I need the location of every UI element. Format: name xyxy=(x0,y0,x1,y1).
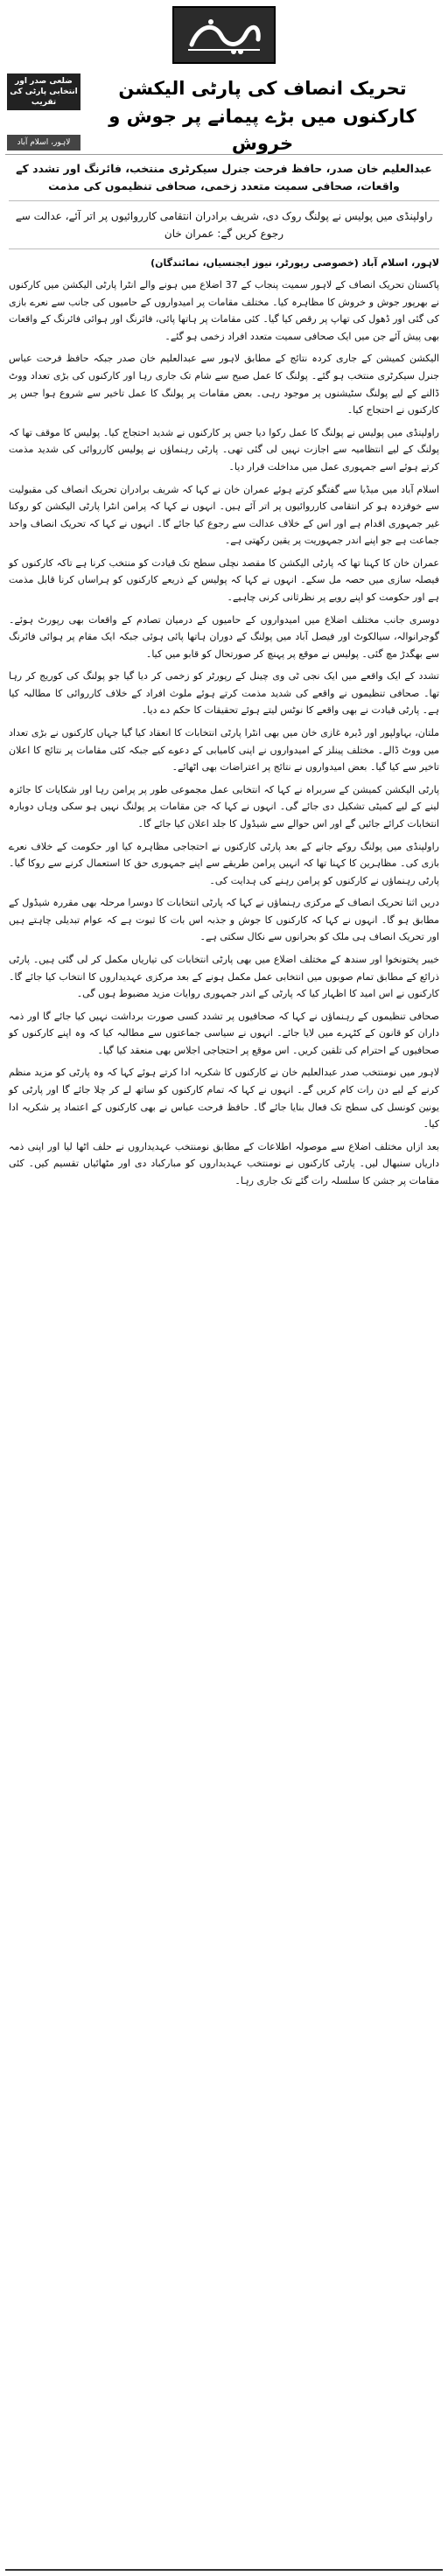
article-paragraph: الیکشن کمیشن کے جاری کردہ نتائج کے مطابق لاہور سے عبدالعلیم خان صدر جبکہ حافظ فرحت عباس جنرل سیکرٹری منتخب ہو گئے۔ پولنگ کا عمل صبح سے شام تک جاری رہا اور کارکنوں کی بڑی تعداد ووٹ ڈالنے کے لیے پولنگ سٹیشنوں پر موجود رہی۔ بعض مقامات پر پولنگ کا عمل تاخیر سے شروع ہوا جس پر کارکنوں نے احتجاج کیا۔ xyxy=(9,353,439,416)
article-paragraph: عمران خان کا کہنا تھا کہ پارٹی الیکشن کا مقصد نچلی سطح تک قیادت کو منتخب کرنا ہے تاکہ کارکنوں کو فیصلہ سازی میں حصہ مل سکے۔ انہوں نے کہا کہ پولیس کے ذریعے کارکنوں کو ہراساں کرنا قابل مذمت ہے اور حکومت کو اپنے رویے پر نظرثانی کرنی چاہیے۔ xyxy=(9,556,439,603)
masthead xyxy=(5,4,443,66)
article-paragraph: بعد ازاں مختلف اضلاع سے موصولہ اطلاعات کے مطابق نومنتخب عہدیداروں نے حلف اٹھا لیا اور اپنی ذمہ داریاں سنبھال لیں۔ پارٹی کارکنوں نے نومنتخب عہدیداروں کو مبارکباد دی اور مٹھائیاں تقسیم کیں۔ کئی مقامات پر جشن کا سلسلہ رات گئے تک جاری رہا۔ xyxy=(9,1140,439,1186)
article-paragraph: پارٹی الیکشن کمیشن کے سربراہ نے کہا کہ انتخابی عمل مجموعی طور پر پرامن رہا اور شکایات کا جائزہ لینے کے لیے کمیٹی تشکیل دی جائے گی۔ انہوں نے کہا کہ جن مقامات پر پولنگ نہیں ہو سکی وہاں دوبارہ انتخابات کرائے جائیں گے اور اس حوالے سے شیڈول کا جلد اعلان کیا جائے گا۔ xyxy=(9,783,439,830)
article-dateline: لاہور، اسلام آباد (خصوصی رپورٹر، نیوز ایجنسیاں، نمائندگان) xyxy=(150,256,439,269)
article-paragraph: دوسری جانب مختلف اضلاع میں امیدواروں کے حامیوں کے درمیان تصادم کے واقعات بھی رپورٹ ہوئے۔ گوجرانوالہ، سیالکوٹ اور فیصل آباد میں پولنگ کے دوران ہاتھا پائی ہوئی جبکہ ایک مقام پر ہوائی فائرنگ سے بھگدڑ مچ گئی۔ پولیس نے موقع پر پہنچ کر صورتحال کو قابو میں کیا۔ xyxy=(9,613,439,660)
headline-side-bottom: لاہور، اسلام آباد xyxy=(7,135,80,150)
article-paragraph: ملتان، بہاولپور اور ڈیرہ غازی خان میں بھی انٹرا پارٹی انتخابات کا انعقاد کیا گیا جہاں کارکنوں نے بڑی تعداد میں ووٹ ڈالے۔ مختلف پینلز کے امیدواروں نے اپنی کامیابی کے دعوے کیے جبکہ کئی مقامات پر نتائج کا اعلان تاخیر سے کیا گیا۔ بعض امیدواروں نے نتائج پر اعتراضات بھی اٹھائے۔ xyxy=(9,727,439,774)
main-headline: تحریک انصاف کی پارٹی الیکشن کارکنوں میں بڑے پیمانے پر جوش و خروش xyxy=(108,78,416,154)
footer-rule xyxy=(5,2569,443,2571)
article-paragraph: راولپنڈی میں پولنگ روکے جانے کے بعد پارٹی کارکنوں نے احتجاجی مظاہرہ کیا اور حکومت کے خلاف نعرے بازی کی۔ مظاہرین کا کہنا تھا کہ انہیں پرامن طریقے سے اپنے جمہوری حق کا استعمال کرنے سے روکا گیا۔ پارٹی رہنماؤں نے کارکنوں کو پرامن رہنے کی ہدایت کی۔ xyxy=(9,840,439,886)
article-paragraph: راولپنڈی میں پولیس نے پولنگ کا عمل رکوا دیا جس پر کارکنوں نے شدید احتجاج کیا۔ پولیس کا موقف تھا کہ پولنگ کے لیے انتظامیہ سے اجازت نہیں لی گئی تھی۔ پارٹی رہنماؤں نے پولیس کارروائی کی شدید مذمت کرتے ہوئے اسے جمہوری عمل میں مداخلت قرار دیا۔ xyxy=(9,426,439,472)
logo-calligraphy-icon xyxy=(176,10,272,60)
newspaper-logo xyxy=(172,6,276,64)
article-body xyxy=(9,255,439,1190)
headline-side-panel xyxy=(5,70,82,154)
article-paragraph: پاکستان تحریک انصاف کے لاہور سمیت پنجاب کے 37 اضلاع میں ہونے والے انٹرا پارٹی الیکشن میں کارکنوں نے بھرپور جوش و خروش کا مظاہرہ کیا۔ مختلف مقامات پر امیدواروں کے حامیوں کی جانب سے نعرے بازی کی گئی اور ڈھول کی تھاپ پر رقص کیا گیا۔ کئی مقامات پر ہاتھا پائی، فائرنگ اور ہوائی فائرنگ کے واقعات بھی پیش آئے جن میں ایک صحافی سمیت متعدد افراد زخمی ہو گئے۔ xyxy=(9,279,439,342)
article-paragraph: خیبر پختونخوا اور سندھ کے مختلف اضلاع میں بھی پارٹی انتخابات کی تیاریاں مکمل کر لی گئی ہیں۔ پارٹی ذرائع کے مطابق تمام صوبوں میں انتخابی عمل مکمل ہونے کے بعد مرکزی عہدیداروں کا انتخاب کیا جائے گا۔ کارکنوں نے اس امید کا اظہار کیا کہ پارٹی کے اندر جمہوری روایات مزید مضبوط ہوں گی۔ xyxy=(9,953,439,1000)
headline-row xyxy=(5,70,443,155)
article-paragraph: دریں اثنا تحریک انصاف کے مرکزی رہنماؤں نے کہا کہ پارٹی انتخابات کا دوسرا مرحلہ بھی مقررہ شیڈول کے مطابق ہو گا۔ انہوں نے کہا کہ کارکنوں کا جوش و جذبہ اس بات کا ثبوت ہے کہ عوام تبدیلی چاہتے ہیں اور تحریک انصاف ہی ملک کو بحرانوں سے نکال سکتی ہے۔ xyxy=(9,897,439,943)
article-paragraph: صحافی تنظیموں کے رہنماؤں نے کہا کہ صحافیوں پر تشدد کسی صورت برداشت نہیں کیا جائے گا اور ذمہ داران کو قانون کے کٹہرے میں لایا جائے۔ انہوں نے سیاسی جماعتوں سے مطالبہ کیا کہ وہ اپنے کارکنوں کو صحافیوں کے احترام کی تلقین کریں۔ اس موقع پر احتجاجی اجلاس بھی منعقد کیا گیا۔ xyxy=(9,1010,439,1056)
article-paragraph: لاہور میں نومنتخب صدر عبدالعلیم خان نے کارکنوں کا شکریہ ادا کرتے ہوئے کہا کہ وہ پارٹی کو مزید منظم کرنے کے لیے دن رات کام کریں گے۔ انہوں نے کہا کہ تمام کارکنوں کو ساتھ لے کر چلا جائے گا اور پارٹی کو یونین کونسل کی سطح تک فعال بنایا جائے گا۔ حافظ فرحت عباس نے بھی کارکنوں کے اعتماد پر شکریہ ادا کیا۔ xyxy=(9,1067,439,1130)
article-paragraph: اسلام آباد میں میڈیا سے گفتگو کرتے ہوئے عمران خان نے کہا کہ شریف برادران تحریک انصاف کی مقبولیت سے خوفزدہ ہو کر انتقامی کارروائیوں پر اتر آئے ہیں۔ انہوں نے کہا کہ پرامن انٹرا پارٹی الیکشن کو روکنا غیر جمہوری اقدام ہے اور اس کے خلاف عدالت سے رجوع کیا جائے گا۔ انہوں نے کہا کہ تحریک انصاف واحد جماعت ہے جو اپنے اندر جمہوریت پر یقین رکھتی ہے۔ xyxy=(9,483,439,547)
article-paragraph: تشدد کے ایک واقعے میں ایک نجی ٹی وی چینل کے رپورٹر کو زخمی کر دیا گیا جو پولنگ کی کوریج کر رہا تھا۔ صحافی تنظیموں نے واقعے کی شدید مذمت کرتے ہوئے ملوث افراد کے خلاف کارروائی کا مطالبہ کیا ہے۔ پارٹی قیادت نے بھی واقعے کا نوٹس لیتے ہوئے تحقیقات کا حکم دے دیا۔ xyxy=(9,670,439,717)
headline-side-top: ضلعی صدر اور انتخابی پارٹی کی تقریب xyxy=(7,74,80,110)
sub-headline: عبدالعلیم خان صدر، حافظ فرحت جنرل سیکرٹری منتخب، فائرنگ اور تشدد کے واقعات، صحافی سمیت متعدد زخمی، صحافی تنظیموں کی مذمت xyxy=(9,160,439,201)
lead-summary: راولپنڈی میں پولیس نے پولنگ روک دی، شریف برادران انتقامی کارروائیوں پر اتر آئے، عدالت سے رجوع کریں گے: عمران خان xyxy=(9,205,439,249)
